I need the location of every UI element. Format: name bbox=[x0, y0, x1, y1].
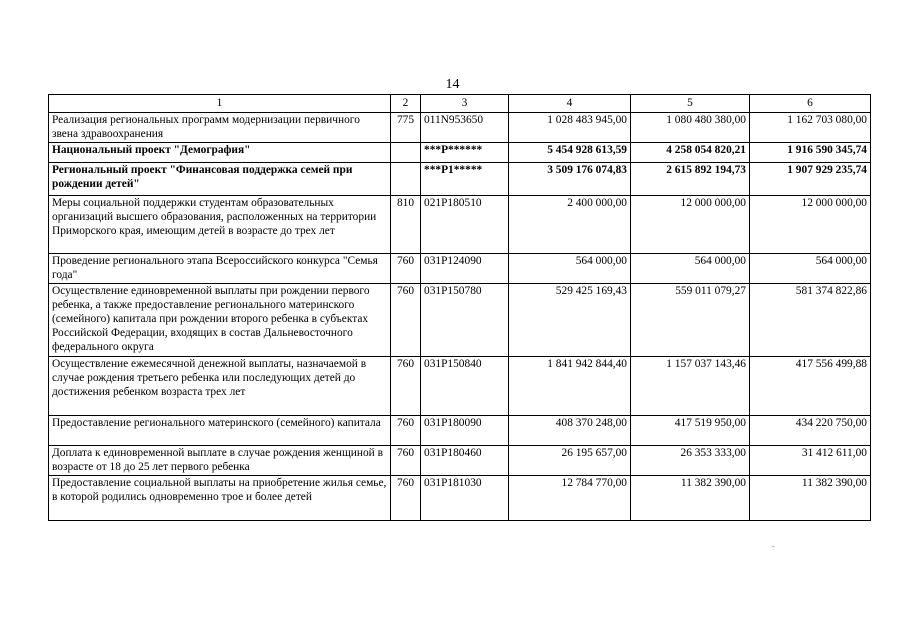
row-value-6: 11 382 390,00 bbox=[750, 476, 871, 521]
row-value-5: 26 353 333,00 bbox=[631, 446, 750, 476]
row-value-6: 12 000 000,00 bbox=[750, 196, 871, 254]
header-col-3: 3 bbox=[421, 95, 509, 113]
scan-mark: - bbox=[772, 542, 775, 551]
row-target: ***P****** bbox=[421, 143, 509, 163]
row-target: 021P180510 bbox=[421, 196, 509, 254]
row-value-5: 11 382 390,00 bbox=[631, 476, 750, 521]
table-row bbox=[49, 284, 871, 357]
row-code: 775 bbox=[391, 113, 421, 143]
row-target: ***P1***** bbox=[421, 163, 509, 196]
row-name: Национальный проект "Демография" bbox=[49, 143, 391, 163]
row-target: 031P150840 bbox=[421, 357, 509, 416]
row-value-4: 529 425 169,43 bbox=[509, 284, 631, 357]
table-row bbox=[49, 163, 871, 196]
row-value-5: 417 519 950,00 bbox=[631, 416, 750, 446]
row-value-6: 434 220 750,00 bbox=[750, 416, 871, 446]
row-name: Осуществление единовременной выплаты при рождении первого ребенка, а также предоставление регионального материнского (семейного) капитала при рождении второго ребенка в субъектах Российской Федерации, входящих в состав Дальневосточного федерального округа bbox=[49, 284, 391, 357]
row-value-4: 1 841 942 844,40 bbox=[509, 357, 631, 416]
row-value-6: 1 907 929 235,74 bbox=[750, 163, 871, 196]
row-target: 031P180460 bbox=[421, 446, 509, 476]
row-code: 760 bbox=[391, 254, 421, 284]
table-row bbox=[49, 196, 871, 254]
row-value-5: 12 000 000,00 bbox=[631, 196, 750, 254]
row-value-4: 26 195 657,00 bbox=[509, 446, 631, 476]
row-value-4: 12 784 770,00 bbox=[509, 476, 631, 521]
table-row bbox=[49, 476, 871, 521]
row-target: 031P181030 bbox=[421, 476, 509, 521]
row-value-6: 31 412 611,00 bbox=[750, 446, 871, 476]
header-col-2: 2 bbox=[391, 95, 421, 113]
row-target: 031P124090 bbox=[421, 254, 509, 284]
row-value-6: 417 556 499,88 bbox=[750, 357, 871, 416]
table-row bbox=[49, 143, 871, 163]
row-code bbox=[391, 163, 421, 196]
row-value-5: 1 157 037 143,46 bbox=[631, 357, 750, 416]
row-target: 031P150780 bbox=[421, 284, 509, 357]
table-row bbox=[49, 446, 871, 476]
row-value-4: 2 400 000,00 bbox=[509, 196, 631, 254]
row-value-6: 581 374 822,86 bbox=[750, 284, 871, 357]
row-code: 810 bbox=[391, 196, 421, 254]
row-value-5: 2 615 892 194,73 bbox=[631, 163, 750, 196]
row-name: Доплата к единовременной выплате в случае рождения женщиной в возрасте от 18 до 25 лет первого ребенка bbox=[49, 446, 391, 476]
row-name: Региональный проект "Финансовая поддержка семей при рождении детей" bbox=[49, 163, 391, 196]
row-value-4: 3 509 176 074,83 bbox=[509, 163, 631, 196]
row-code: 760 bbox=[391, 416, 421, 446]
row-name: Реализация региональных программ модернизации первичного звена здравоохранения bbox=[49, 113, 391, 143]
table-row bbox=[49, 254, 871, 284]
budget-table bbox=[48, 94, 871, 521]
table-row bbox=[49, 357, 871, 416]
header-col-1: 1 bbox=[49, 95, 391, 113]
row-code: 760 bbox=[391, 284, 421, 357]
row-name: Предоставление социальной выплаты на приобретение жилья семье, в которой родились одновременно трое и более детей bbox=[49, 476, 391, 521]
header-col-6: 6 bbox=[750, 95, 871, 113]
row-name: Предоставление регионального материнского (семейного) капитала bbox=[49, 416, 391, 446]
row-value-6: 564 000,00 bbox=[750, 254, 871, 284]
row-value-5: 1 080 480 380,00 bbox=[631, 113, 750, 143]
row-value-4: 5 454 928 613,59 bbox=[509, 143, 631, 163]
page-number: 14 bbox=[445, 77, 460, 92]
row-value-4: 1 028 483 945,00 bbox=[509, 113, 631, 143]
row-target: 031P180090 bbox=[421, 416, 509, 446]
header-col-5: 5 bbox=[631, 95, 750, 113]
row-value-5: 564 000,00 bbox=[631, 254, 750, 284]
row-value-4: 408 370 248,00 bbox=[509, 416, 631, 446]
row-code bbox=[391, 143, 421, 163]
row-value-6: 1 162 703 080,00 bbox=[750, 113, 871, 143]
table-row bbox=[49, 113, 871, 143]
row-code: 760 bbox=[391, 476, 421, 521]
table-header-row bbox=[49, 95, 871, 113]
header-col-4: 4 bbox=[509, 95, 631, 113]
row-name: Осуществление ежемесячной денежной выплаты, назначаемой в случае рождения третьего ребенка или последующих детей до достижения ребенком возраста трех лет bbox=[49, 357, 391, 416]
row-target: 011N953650 bbox=[421, 113, 509, 143]
row-value-4: 564 000,00 bbox=[509, 254, 631, 284]
row-code: 760 bbox=[391, 446, 421, 476]
row-name: Проведение регионального этапа Всероссийского конкурса "Семья года" bbox=[49, 254, 391, 284]
row-value-5: 4 258 054 820,21 bbox=[631, 143, 750, 163]
row-name: Меры социальной поддержки студентам образовательных организаций высшего образования, расположенных на территории Приморского края, имеющим детей в возрасте до трех лет bbox=[49, 196, 391, 254]
table-row bbox=[49, 416, 871, 446]
row-value-5: 559 011 079,27 bbox=[631, 284, 750, 357]
row-value-6: 1 916 590 345,74 bbox=[750, 143, 871, 163]
row-code: 760 bbox=[391, 357, 421, 416]
